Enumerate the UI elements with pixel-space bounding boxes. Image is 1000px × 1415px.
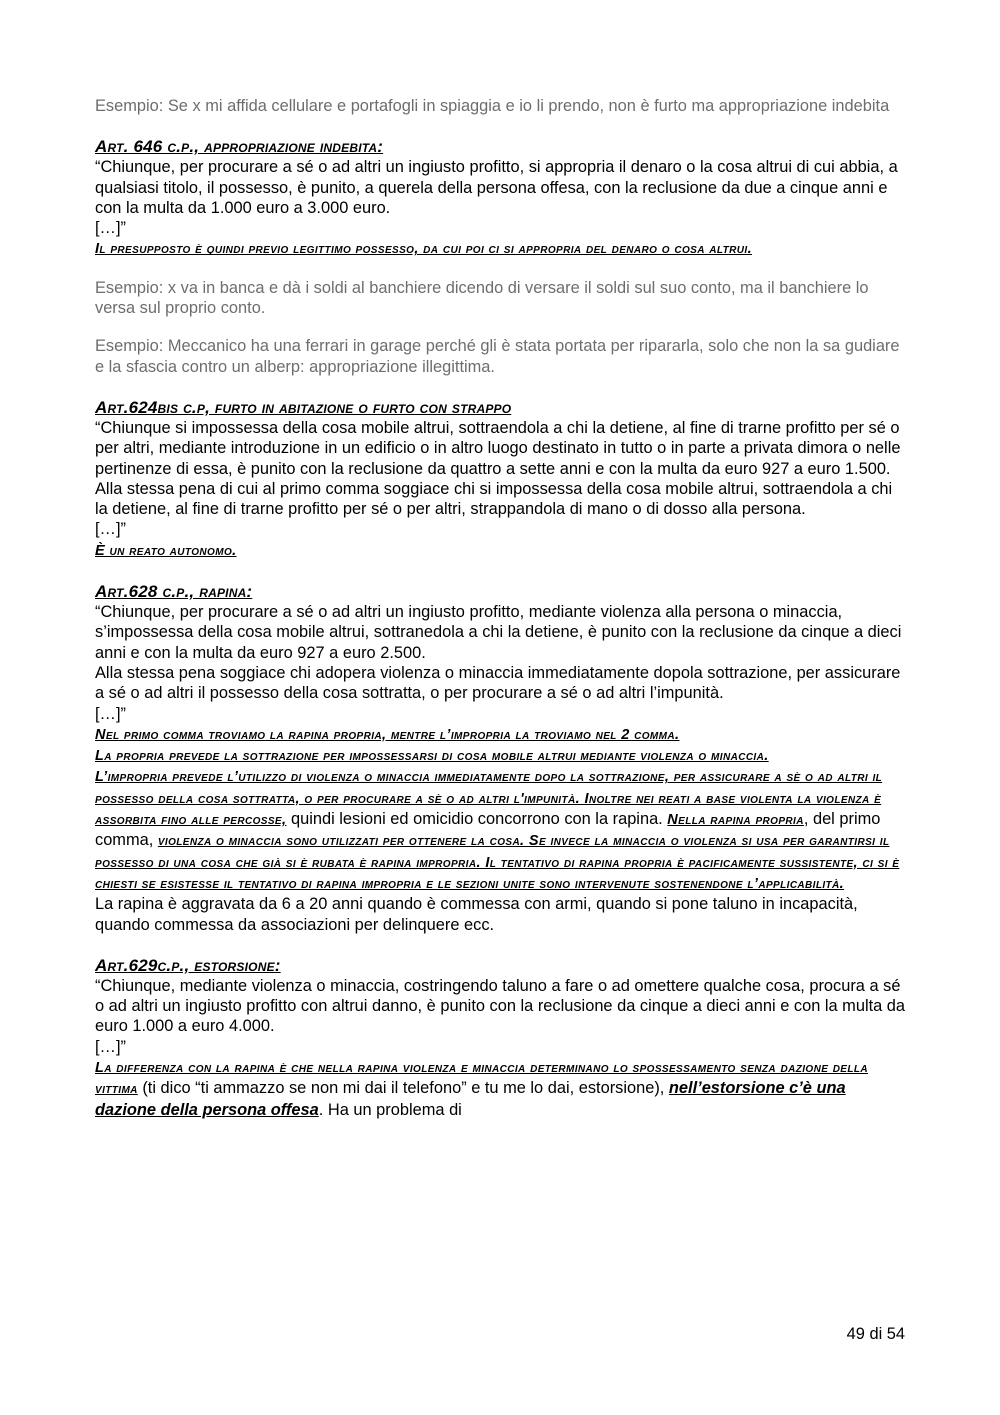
ellipsis: […]”: [95, 704, 126, 723]
commentary-note: Nel primo comma troviamo la rapina propria, mentre l’impropria la troviamo nel 2 comma.: [95, 726, 680, 743]
commentary-note: Il presupposto è quindi previo legittimo possesso, da cui poi ci si appropria del denaro o cosa altrui.: [95, 241, 753, 258]
article-heading-646: Art. 646 c.p., appropriazione indebita:: [95, 137, 384, 157]
commentary-text: . Ha un problema di: [318, 1100, 462, 1119]
example-paragraph: Esempio: Meccanico ha una ferrari in garage perché gli è stata portata per ripararla, solo che non la sa gudiare e la sfascia contro un alberp: appropriazione illegittima.: [95, 337, 900, 376]
commentary-text: (ti dico “ti ammazzo se non mi dai il telefono” e tu me lo dai, estorsione),: [137, 1079, 669, 1098]
commentary-note: La propria prevede la sottrazione per impossessarsi di cosa mobile altrui mediante violenza o minaccia.: [95, 748, 769, 765]
ellipsis: […]”: [95, 520, 126, 539]
commentary-text: quindi lesioni ed omicidio concorrono con la rapina.: [286, 810, 668, 829]
page-number: 49 di 54: [846, 1325, 905, 1343]
ellipsis: […]”: [95, 219, 126, 238]
article-text: “Chiunque, mediante violenza o minaccia, costringendo taluno a fare o ad omettere qualche cosa, procura a sé o ad altri un ingiusto profitto con altrui danno, è punito con la reclusione da cinque a dieci anni e con la multa da euro 1.000 a euro 4.000.: [95, 976, 906, 1036]
article-text: “Chiunque si impossessa della cosa mobile altrui, sottraendola a chi la detiene, al fine di trarne profitto per sé o per altri, mediante introduzione in un edificio o in altro luogo destinato in tutto o in parte a privata dimora o nelle pertinenze di essa, è punito con la reclusione da quattro a sette anni e con la multa da euro 927 a euro 1.500.: [95, 418, 901, 478]
commentary-text: , del primo comma,: [95, 810, 881, 850]
article-heading-628: Art.628 c.p., rapina:: [95, 582, 253, 602]
example-paragraph: Esempio: x va in banca e dà i soldi al banchiere dicendo di versare il soldi sul suo conto, ma il banchiere lo versa sul proprio conto.: [95, 278, 869, 318]
article-text: “Chiunque, per procurare a sé o ad altri un ingiusto profitto, mediante violenza alla persona o minaccia, s’impossessa della cosa mobile altrui, sottranedola a chi la detiene, è punito con la reclusione da cinque a dieci anni e con la multa da euro 927 a euro 2.500.: [95, 603, 902, 662]
article-text: Alla stessa pena di cui al primo comma soggiace chi si impossessa della cosa mobile altrui, sottraendola a chi la detiene, al fine di trarne profitto per sé o per altri, strappandola di mano o di dosso alla persona.: [95, 479, 893, 519]
commentary-note: violenza o minaccia sono utilizzati per ottenere la cosa. Se invece la minaccia o violenza si usa per garantirsi il possesso di una cosa che già si è rubata è rapina impropria. Il tentativo di rapina propria è pacificamente sussistente, ci si è chiesti se esistesse il tentativo di rapina impropria e le sezioni unite sono intervenute sostenendone l’applicabilità.: [95, 833, 900, 892]
article-text: La rapina è aggravata da 6 a 20 anni quando è commessa con armi, quando si pone taluno in incapacità, quando commessa da associazioni per delinquere ecc.: [95, 895, 858, 934]
commentary-note: La differenza con la rapina è che nella rapina violenza e minaccia determinano lo spossessamento senza dazione della vittima: [95, 1059, 869, 1098]
document-page: [95, 96, 907, 1120]
emphasis-text: nell’estorsione c’è una dazione della persona offesa: [95, 1079, 846, 1119]
commentary-note: L’impropria prevede l’utilizzo di violenza o minaccia immediatamente dopo la sottrazione, per assicurare a sè o ad altri il possesso della cosa sottratta, o per procurare a sè o ad altri l'impunità. Inoltre nei reati a base violenta la violenza è assorbita fino alle percosse,: [95, 769, 883, 829]
article-heading-624bis: Art.624bis c.p, furto in abitazione o furto con strappo: [95, 397, 512, 417]
commentary-note: È un reato autonomo.: [95, 542, 237, 559]
article-text: “Chiunque, per procurare a sé o ad altri un ingiusto profitto, si appropria il denaro o la cosa altrui di cui abbia, a qualsiasi titolo, il possesso, è punito, a querela della persona offesa, con la reclusione da due a cinque anni e con la multa da 1.000 euro a 3.000 euro.: [95, 158, 898, 217]
article-heading-629: Art.629c.p., estorsione:: [95, 955, 281, 975]
ellipsis: […]”: [95, 1037, 126, 1056]
commentary-note: Nella rapina propria: [667, 812, 804, 829]
article-text: Alla stessa pena soggiace chi adopera violenza o minaccia immediatamente dopola sottrazione, per assicurare a sé o ad altri il possesso della cosa sottratta, o per procurare a sé o ad altri l’impunità.: [95, 663, 901, 703]
example-paragraph: Esempio: Se x mi affida cellulare e portafogli in spiaggia e io li prendo, non è furto ma appropriazione indebita: [95, 97, 890, 115]
